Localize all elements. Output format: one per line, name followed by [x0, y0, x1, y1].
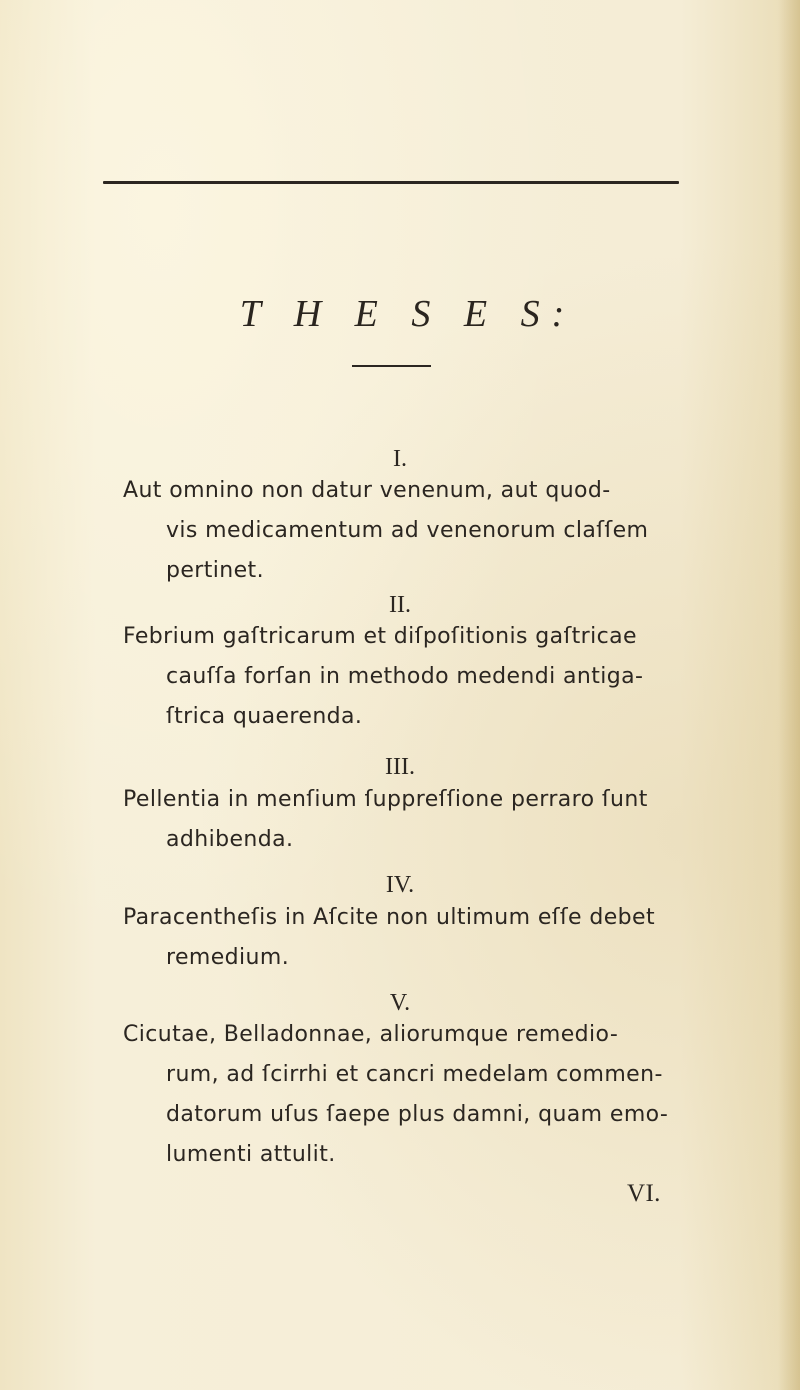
thesis-2-line-1: Febrium gaſtricarum et diſpoſitionis gaſtricae — [123, 624, 637, 649]
thesis-5-line-4: lumenti attulit. — [166, 1142, 336, 1167]
page-title: T H E S E S: — [239, 293, 577, 335]
thesis-5-line-3: datorum uſus ſaepe plus damni, quam emo- — [166, 1102, 669, 1127]
thesis-3-line-2: adhibenda. — [166, 827, 294, 852]
thesis-3-line-1: Pellentia in menſium ſuppreſſione perraro ſunt — [123, 787, 648, 812]
thesis-1-line-2: vis medicamentum ad venenorum claſſem — [166, 518, 649, 543]
thesis-numeral-4: IV. — [385, 872, 415, 898]
thesis-2-line-3: ſtrica quaerenda. — [166, 704, 363, 729]
title-rule — [352, 365, 431, 367]
thesis-4-line-2: remedium. — [166, 945, 290, 970]
thesis-5-line-2: rum, ad ſcirrhi et cancri medelam commen- — [166, 1062, 663, 1087]
thesis-1-line-1: Aut omnino non datur venenum, aut quod- — [123, 478, 611, 503]
thesis-2-line-2: cauſſa forſan in methodo medendi antiga- — [166, 664, 644, 689]
thesis-numeral-1: I. — [393, 446, 407, 472]
top-rule — [103, 181, 679, 184]
thesis-5-line-1: Cicutae, Belladonnae, aliorumque remedio- — [123, 1022, 619, 1047]
catchword: VI. — [627, 1180, 661, 1207]
page-edge-shadow — [778, 0, 800, 1390]
thesis-numeral-2: II. — [389, 592, 411, 618]
thesis-1-line-3: pertinet. — [166, 558, 264, 583]
thesis-numeral-3: III. — [385, 754, 415, 780]
thesis-4-line-1: Paracentheſis in Aſcite non ultimum eſſe debet — [123, 905, 655, 930]
thesis-numeral-5: V. — [389, 990, 411, 1016]
